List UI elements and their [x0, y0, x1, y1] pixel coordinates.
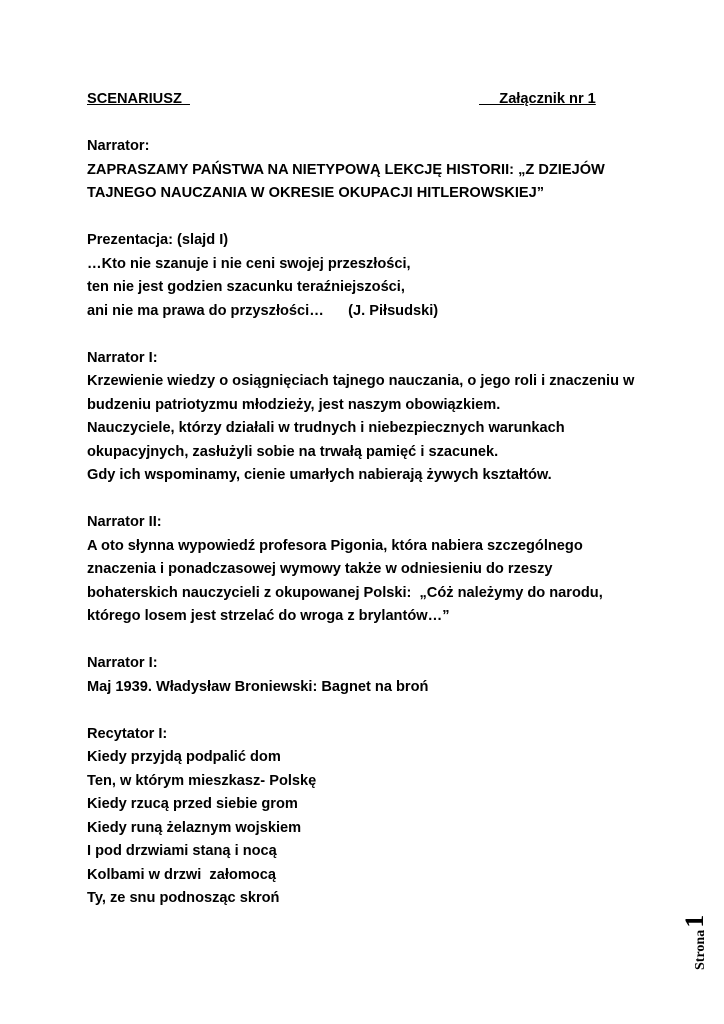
text-line: Kiedy przyjdą podpalić dom — [87, 749, 281, 765]
text-line: Kiedy runą żelaznym wojskiem — [87, 819, 302, 836]
text-line: Maj 1939. Władysław Broniewski: Bagnet na broń — [87, 678, 429, 695]
text-line: Kolbami w drzwi załomocą — [87, 866, 276, 883]
text-line: ZAPRASZAMY PAŃSTWA NA NIETYPOWĄ LEKCJĘ HISTORII: „Z DZIEJÓW — [87, 161, 605, 178]
text-line: Narrator I: — [87, 655, 158, 671]
text-line: Kiedy rzucą przed siebie grom — [87, 796, 298, 812]
text-line: okupacyjnych, zasłużyli sobie na trwałą pamięć i szacunek. — [87, 443, 499, 460]
text-line: którego losem jest strzelać do wroga z brylantów…” — [87, 608, 450, 624]
text-line: ten nie jest godzien szacunku teraźniejszości, — [87, 279, 405, 295]
text-line: Narrator II: — [87, 514, 162, 530]
text-line: Krzewienie wiedzy o osiągnięciach tajnego nauczania, o jego roli i znaczeniu w — [87, 373, 635, 389]
text-line: TAJNEGO NAUCZANIA W OKRESIE OKUPACJI HITLEROWSKIEJ” — [87, 185, 545, 201]
page-number-footer — [668, 870, 708, 970]
document-body — [87, 88, 647, 911]
text-block-reciter-1 — [87, 723, 647, 911]
text-block-narrator-1b — [87, 652, 647, 699]
header-title: SCENARIUSZ — [87, 91, 190, 107]
text-line: Nauczyciele, którzy działali w trudnych i niebezpiecznych warunkach — [87, 420, 565, 436]
text-line: bohaterskich nauczycieli z okupowanej Polski: „Cóż należymy do narodu, — [87, 584, 603, 601]
page-number: 1 — [680, 914, 709, 928]
page-label: Strona — [693, 929, 708, 970]
text-line: Ten, w którym mieszkasz- Polskę — [87, 772, 317, 789]
text-line: Ty, ze snu podnosząc skroń — [87, 890, 280, 906]
text-line: I pod drzwiami staną i nocą — [87, 843, 277, 859]
text-line: A oto słynna wypowiedź profesora Pigonia, która nabiera szczególnego — [87, 537, 583, 554]
text-line: Prezentacja: (slajd I) — [87, 232, 229, 248]
text-line: Narrator I: — [87, 349, 158, 366]
text-block-intro — [87, 135, 647, 206]
text-line: znaczenia i ponadczasowej wymowy także w odniesieniu do rzeszy — [87, 561, 553, 577]
text-block-narrator-2 — [87, 511, 647, 629]
document-header — [87, 88, 647, 112]
text-line: ani nie ma prawa do przyszłości… (J. Piłsudski) — [87, 302, 439, 319]
header-attachment-label: Załącznik nr 1 — [479, 91, 596, 107]
text-line: budzeniu patriotyzmu młodzieży, jest naszym obowiązkiem. — [87, 396, 501, 413]
text-line: Recytator I: — [87, 725, 168, 742]
text-line: Gdy ich wspominamy, cienie umarłych nabierają żywych kształtów. — [87, 467, 552, 483]
text-block-presentation — [87, 229, 647, 323]
text-line: …Kto nie szanuje i nie ceni swojej przeszłości, — [87, 255, 411, 272]
text-block-narrator-1 — [87, 347, 647, 488]
text-line: Narrator: — [87, 138, 150, 154]
